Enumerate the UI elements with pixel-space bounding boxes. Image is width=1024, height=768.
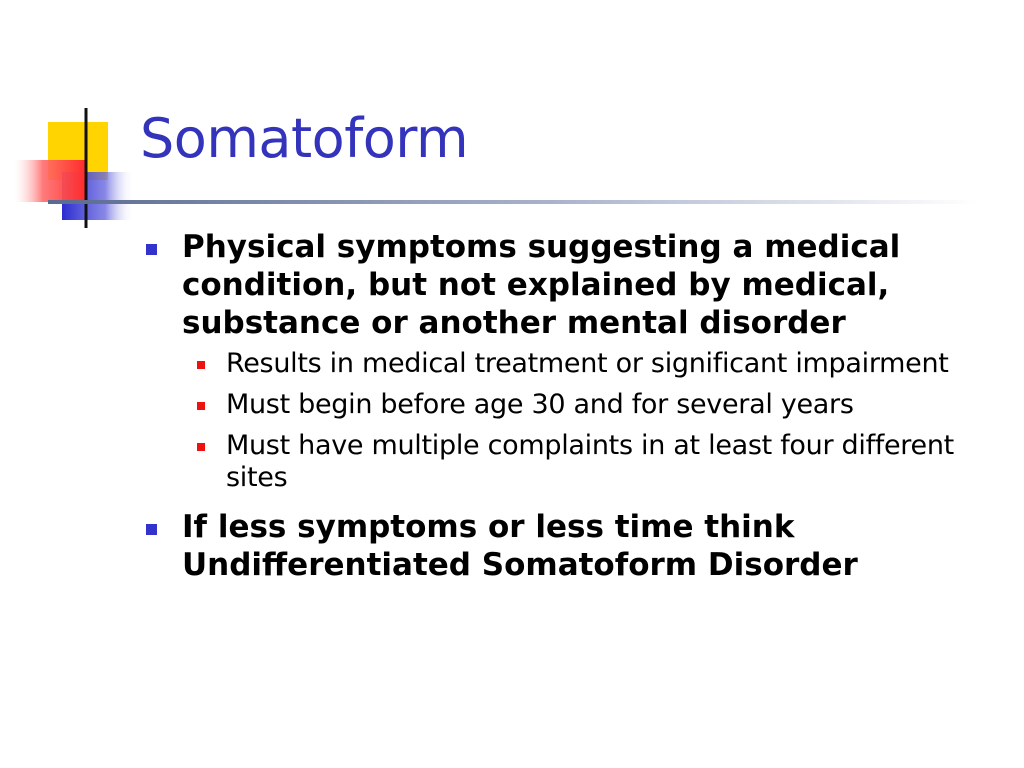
decorative-squares-logo: [0, 100, 150, 240]
square-bullet-icon: [197, 402, 205, 410]
sub-bullet-item: [184, 430, 1000, 494]
sub-bullet-list: [140, 348, 1000, 494]
sub-bullet-text: Results in medical treatment or significant impairment: [226, 348, 949, 379]
square-bullet-icon: [197, 443, 205, 451]
title-underline: [48, 200, 978, 204]
sub-bullet-item: [184, 348, 1000, 380]
red-square: [14, 160, 86, 202]
square-bullet-icon: [146, 244, 157, 255]
sub-bullet-text: Must begin before age 30 and for several years: [226, 389, 854, 420]
sub-bullet-text: Must have multiple complaints in at least four different sites: [226, 430, 954, 493]
bullet-item: [140, 228, 1000, 342]
bullet-list: [140, 228, 1000, 584]
bullet-item: [140, 508, 1000, 584]
bullet-text: Physical symptoms suggesting a medical condition, but not explained by medical, substance or another mental disorder: [182, 229, 901, 341]
square-bullet-icon: [197, 361, 205, 369]
sub-bullet-item: [184, 389, 1000, 421]
square-bullet-icon: [146, 524, 157, 535]
bullet-text: If less symptoms or less time think Undifferentiated Somatoform Disorder: [182, 509, 858, 583]
slide-title: Somatoform: [140, 107, 469, 170]
